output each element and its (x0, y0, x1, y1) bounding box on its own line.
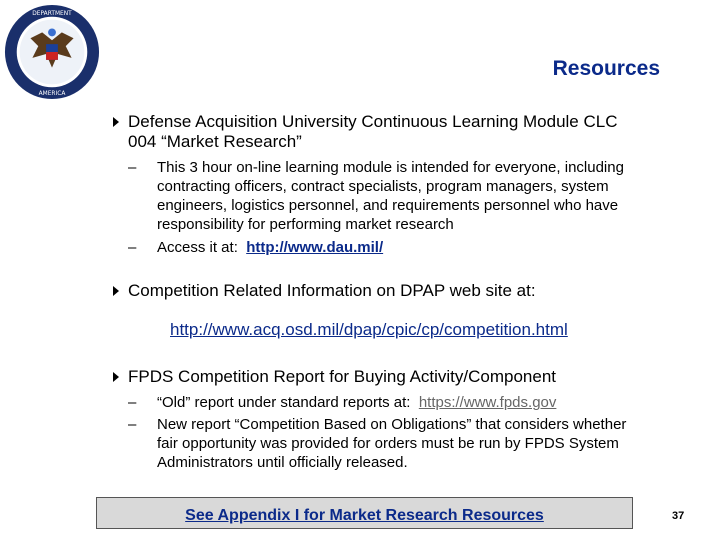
sub-bullet-access (128, 238, 668, 257)
bullet-arrow-icon (113, 117, 119, 127)
bullet-arrow-icon (113, 372, 119, 382)
dash-marker: – (128, 416, 137, 433)
svg-text:AMERICA: AMERICA (38, 91, 66, 98)
bullet-arrow-icon (113, 286, 119, 296)
sub-line: engineers, logistics personnel, and requirements personnel who have (157, 197, 619, 214)
access-label: Access it at: (157, 239, 238, 256)
bullet-text: FPDS Competition Report for Buying Activity/Component (128, 367, 557, 386)
bullet-dpap (113, 281, 536, 301)
fpds-link[interactable]: https://www.fpds.gov (418, 394, 557, 411)
sub-bullet-new-report (128, 415, 668, 472)
bullet-text-cont: 004 “Market Research” (128, 132, 302, 151)
dod-seal-logo (3, 3, 101, 101)
dash-marker: – (128, 159, 137, 176)
sub-line: New report “Competition Based on Obligations” that considers whether (157, 416, 627, 433)
sub-line: contracting officers, contract specialists, program managers, system (157, 178, 609, 195)
dash-marker: – (128, 239, 137, 256)
page-title: Resources (552, 57, 660, 80)
bullet-dau-module (113, 112, 673, 152)
sub-line: This 3 hour on-line learning module is intended for everyone, including (157, 159, 624, 176)
bullet-fpds (113, 367, 556, 387)
old-report-label: “Old” report under standard reports at: (157, 394, 411, 411)
sub-line: fair opportunity was provided for orders must be run by FPDS System (157, 435, 619, 452)
dau-link[interactable]: http://www.dau.mil/ (246, 239, 384, 256)
bullet-text: Competition Related Information on DPAP web site at: (128, 281, 536, 300)
page-number: 37 (672, 510, 685, 522)
sub-line: responsibility for performing market research (157, 216, 454, 233)
bullet-text: Defense Acquisition University Continuous Learning Module CLC (128, 112, 618, 131)
svg-text:DEPARTMENT: DEPARTMENT (32, 10, 72, 17)
sub-bullet-description (128, 158, 668, 234)
dash-marker: – (128, 394, 137, 411)
sub-bullet-old-report (128, 393, 668, 412)
appendix-link[interactable]: See Appendix I for Market Research Resources (185, 507, 544, 524)
appendix-box (96, 497, 633, 529)
dpap-competition-link[interactable]: http://www.acq.osd.mil/dpap/cpic/cp/competition.html (170, 320, 568, 339)
sub-line: Administrators until officially released. (157, 454, 408, 471)
